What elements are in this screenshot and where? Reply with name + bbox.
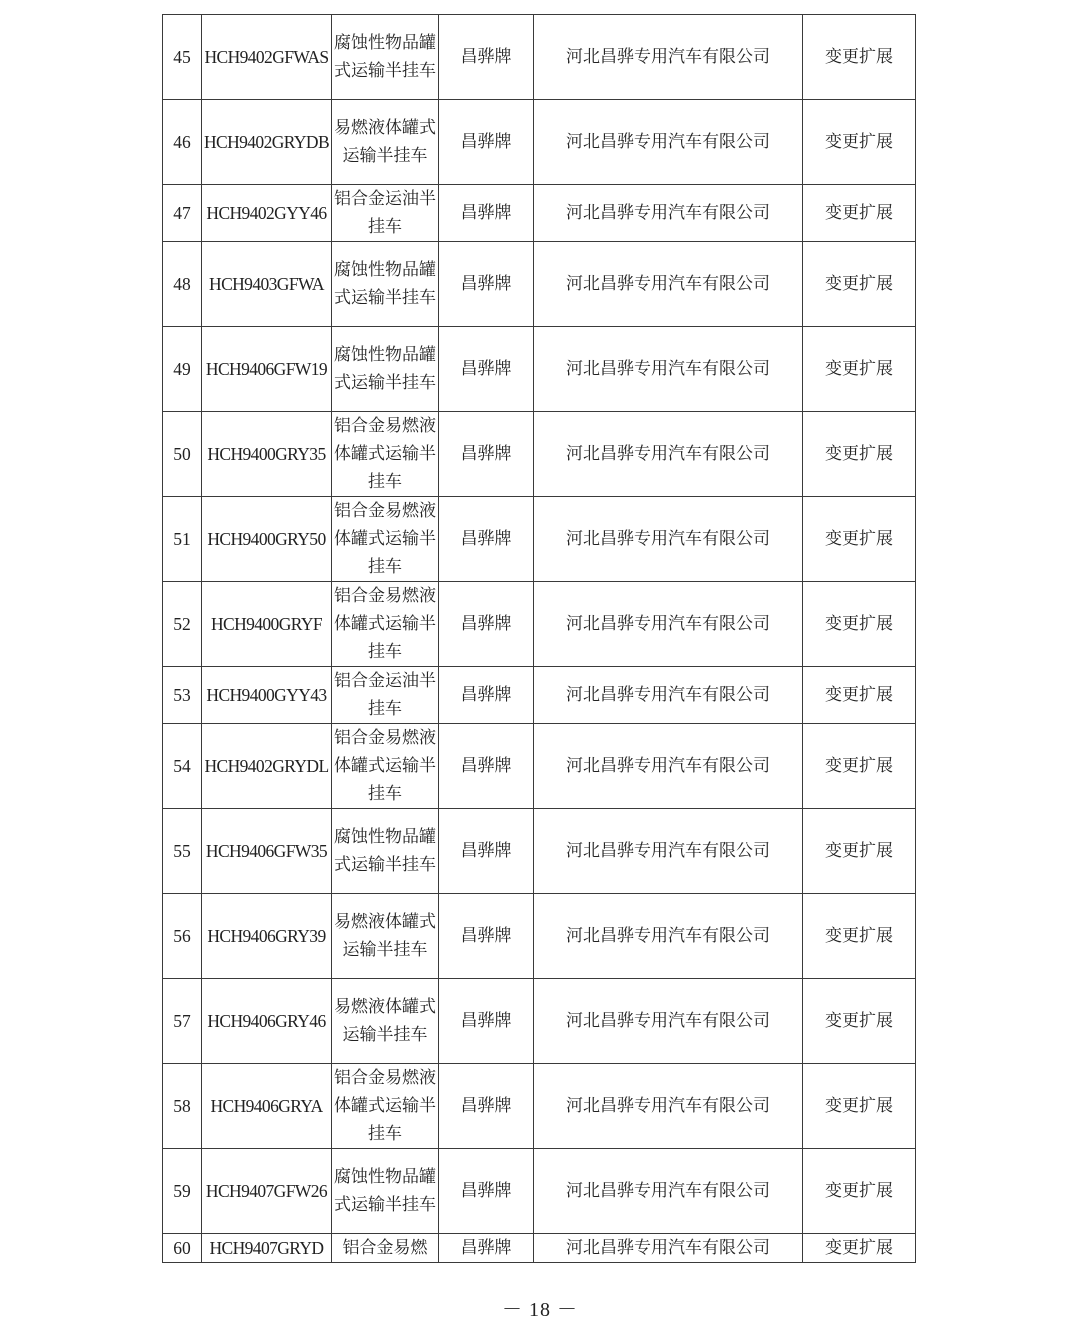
vehicle-model: HCH9406GRY46 [202,979,332,1064]
company-name: 河北昌骅专用汽车有限公司 [534,497,803,582]
product-name: 腐蚀性物品罐式运输半挂车 [332,15,439,100]
vehicle-model: HCH9402GRYDL [202,724,332,809]
product-name: 铝合金易燃 [332,1234,439,1263]
product-name: 易燃液体罐式运输半挂车 [332,979,439,1064]
change-type: 变更扩展 [803,1234,916,1263]
change-type: 变更扩展 [803,724,916,809]
company-name: 河北昌骅专用汽车有限公司 [534,667,803,724]
row-index: 54 [163,724,202,809]
brand-name: 昌骅牌 [439,15,534,100]
table-row [163,724,916,809]
product-name: 易燃液体罐式运输半挂车 [332,100,439,185]
vehicle-model: HCH9400GYY43 [202,667,332,724]
company-name: 河北昌骅专用汽车有限公司 [534,1234,803,1263]
row-index: 56 [163,894,202,979]
vehicle-model: HCH9406GRYA [202,1064,332,1149]
row-index: 59 [163,1149,202,1234]
vehicle-model: HCH9400GRY50 [202,497,332,582]
row-index: 58 [163,1064,202,1149]
vehicle-model: HCH9400GRY35 [202,412,332,497]
vehicle-catalog-table [162,14,916,1263]
row-index: 53 [163,667,202,724]
table-row [163,1149,916,1234]
row-index: 51 [163,497,202,582]
company-name: 河北昌骅专用汽车有限公司 [534,185,803,242]
change-type: 变更扩展 [803,1149,916,1234]
company-name: 河北昌骅专用汽车有限公司 [534,242,803,327]
table-row [163,15,916,100]
vehicle-model: HCH9407GRYD [202,1234,332,1263]
row-index: 57 [163,979,202,1064]
vehicle-model: HCH9402GFWAS [202,15,332,100]
row-index: 49 [163,327,202,412]
table-row [163,327,916,412]
change-type: 变更扩展 [803,894,916,979]
brand-name: 昌骅牌 [439,582,534,667]
brand-name: 昌骅牌 [439,1234,534,1263]
company-name: 河北昌骅专用汽车有限公司 [534,979,803,1064]
change-type: 变更扩展 [803,582,916,667]
company-name: 河北昌骅专用汽车有限公司 [534,412,803,497]
page-number: － 18 － [502,1299,578,1321]
row-index: 50 [163,412,202,497]
product-name: 铝合金易燃液体罐式运输半挂车 [332,412,439,497]
vehicle-model: HCH9403GFWA [202,242,332,327]
product-name: 腐蚀性物品罐式运输半挂车 [332,1149,439,1234]
brand-name: 昌骅牌 [439,894,534,979]
row-index: 48 [163,242,202,327]
change-type: 变更扩展 [803,15,916,100]
company-name: 河北昌骅专用汽车有限公司 [534,100,803,185]
table-row [163,412,916,497]
vehicle-model: HCH9402GYY46 [202,185,332,242]
change-type: 变更扩展 [803,412,916,497]
table-body [163,15,916,1263]
product-name: 腐蚀性物品罐式运输半挂车 [332,242,439,327]
row-index: 47 [163,185,202,242]
company-name: 河北昌骅专用汽车有限公司 [534,724,803,809]
row-index: 52 [163,582,202,667]
table-row [163,582,916,667]
vehicle-model: HCH9402GRYDB [202,100,332,185]
brand-name: 昌骅牌 [439,242,534,327]
table-row [163,242,916,327]
brand-name: 昌骅牌 [439,327,534,412]
change-type: 变更扩展 [803,242,916,327]
brand-name: 昌骅牌 [439,412,534,497]
row-index: 45 [163,15,202,100]
table-row [163,185,916,242]
brand-name: 昌骅牌 [439,809,534,894]
product-name: 铝合金易燃液体罐式运输半挂车 [332,582,439,667]
change-type: 变更扩展 [803,979,916,1064]
row-index: 55 [163,809,202,894]
brand-name: 昌骅牌 [439,1064,534,1149]
product-name: 易燃液体罐式运输半挂车 [332,894,439,979]
vehicle-model: HCH9406GFW35 [202,809,332,894]
table-row [163,1234,916,1263]
table-row [163,497,916,582]
table-row [163,667,916,724]
table-row [163,809,916,894]
company-name: 河北昌骅专用汽车有限公司 [534,1149,803,1234]
table-row [163,100,916,185]
brand-name: 昌骅牌 [439,1149,534,1234]
product-name: 铝合金易燃液体罐式运输半挂车 [332,1064,439,1149]
company-name: 河北昌骅专用汽车有限公司 [534,327,803,412]
vehicle-model: HCH9407GFW26 [202,1149,332,1234]
brand-name: 昌骅牌 [439,497,534,582]
table-row [163,1064,916,1149]
brand-name: 昌骅牌 [439,667,534,724]
product-name: 铝合金易燃液体罐式运输半挂车 [332,497,439,582]
row-index: 60 [163,1234,202,1263]
company-name: 河北昌骅专用汽车有限公司 [534,1064,803,1149]
product-name: 腐蚀性物品罐式运输半挂车 [332,327,439,412]
company-name: 河北昌骅专用汽车有限公司 [534,894,803,979]
change-type: 变更扩展 [803,327,916,412]
brand-name: 昌骅牌 [439,185,534,242]
change-type: 变更扩展 [803,100,916,185]
change-type: 变更扩展 [803,497,916,582]
change-type: 变更扩展 [803,1064,916,1149]
product-name: 铝合金易燃液体罐式运输半挂车 [332,724,439,809]
table-row [163,979,916,1064]
brand-name: 昌骅牌 [439,724,534,809]
vehicle-model: HCH9406GFW19 [202,327,332,412]
product-name: 铝合金运油半挂车 [332,185,439,242]
company-name: 河北昌骅专用汽车有限公司 [534,582,803,667]
company-name: 河北昌骅专用汽车有限公司 [534,809,803,894]
product-name: 铝合金运油半挂车 [332,667,439,724]
brand-name: 昌骅牌 [439,979,534,1064]
change-type: 变更扩展 [803,667,916,724]
brand-name: 昌骅牌 [439,100,534,185]
vehicle-model: HCH9406GRY39 [202,894,332,979]
product-name: 腐蚀性物品罐式运输半挂车 [332,809,439,894]
change-type: 变更扩展 [803,809,916,894]
row-index: 46 [163,100,202,185]
vehicle-model: HCH9400GRYF [202,582,332,667]
change-type: 变更扩展 [803,185,916,242]
company-name: 河北昌骅专用汽车有限公司 [534,15,803,100]
table-row [163,894,916,979]
